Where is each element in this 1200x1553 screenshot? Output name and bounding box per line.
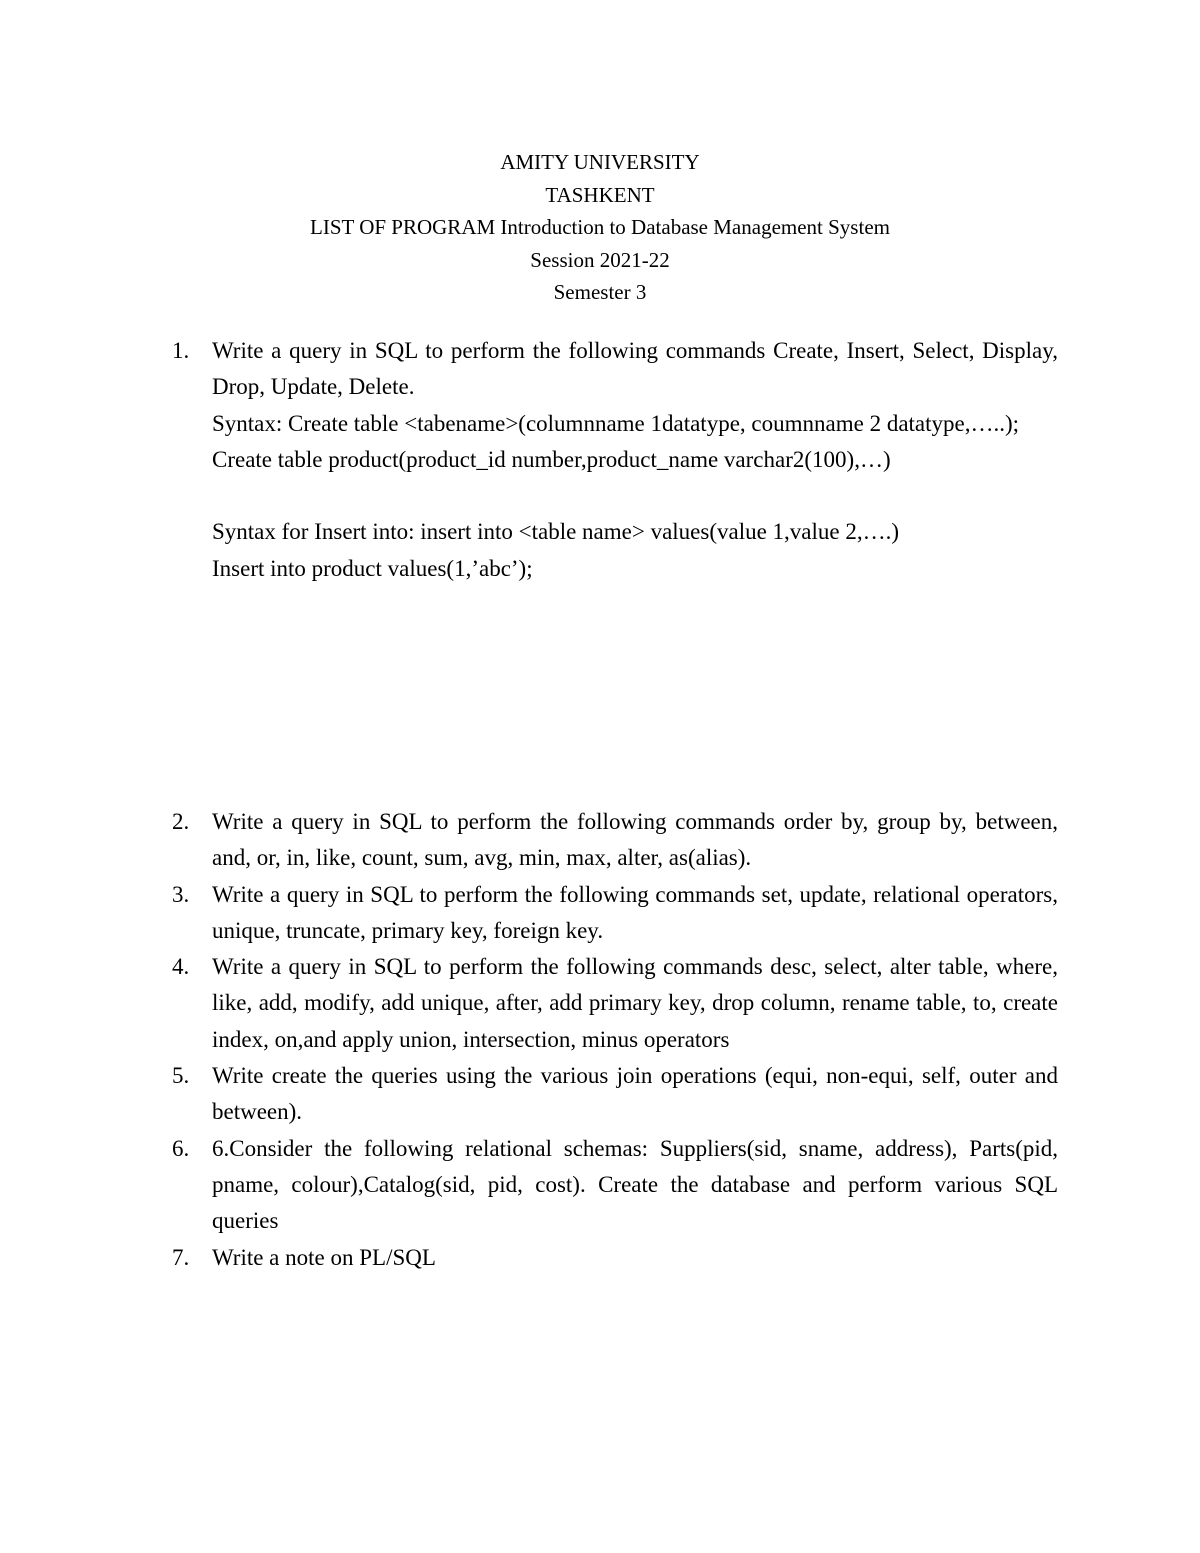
list-item-1 [172,333,1058,587]
list-item-text: Write create the queries using the various join operations (equi, non-equi, self, outer and between). [212,1063,1058,1125]
list-item-number: 2. [172,809,190,834]
program-list-part-2 [172,804,1058,1276]
semester-label: Semester 3 [553,280,647,304]
example-insert: Insert into product values(1,’abc’); [212,555,533,581]
list-item-number: 1. [172,338,190,363]
example-create: Create table product(product_id number,product_name varchar2(100),…) [212,446,891,472]
list-item-3 [172,877,1058,950]
list-item-text: Write a query in SQL to perform the following commands desc, select, alter table, where, like, add, modify, add unique, after, add primary key, drop column, rename table, to, create index, on,and apply union, intersection, minus operators [212,954,1058,1052]
list-item-number: 7. [172,1244,190,1270]
syntax-insert: Syntax for Insert into: insert into <table name> values(value 1,value 2,….) [212,519,900,545]
list-item-7 [172,1240,1058,1276]
list-item-number: 3. [172,881,190,907]
list-item-6 [172,1131,1058,1240]
university-name: AMITY UNIVERSITY [500,150,700,174]
list-item-4 [172,949,1058,1058]
list-item-text: 6.Consider the following relational schemas: Suppliers(sid, sname, address), Parts(pid, pname, colour),Catalog(sid, pid, cost). Create the database and perform various SQL queries [212,1135,1058,1234]
blank-line [212,478,1058,514]
list-item-2 [172,804,1058,877]
list-item-number: 4. [172,954,190,980]
list-item-5 [172,1058,1058,1131]
program-list-part-1 [172,333,1058,587]
list-item-text: Write a note on PL/SQL [212,1244,436,1270]
list-item-number: 5. [172,1063,190,1089]
list-item-text: Write a query in SQL to perform the following commands set, update, relational operators, unique, truncate, primary key, foreign key. [212,881,1058,943]
list-item-text: Write a query in SQL to perform the following commands order by, group by, between, and, or, in, like, count, sum, avg, min, max, alter, as(alias). [212,809,1058,871]
document-header [0,146,1200,309]
session-label: Session 2021-22 [530,247,670,272]
syntax-create: Syntax: Create table <tabename>(columnname 1datatype, coumnname 2 datatype,…..); [212,410,1020,436]
university-city: TASHKENT [545,182,655,207]
list-item-number: 6. [172,1135,190,1161]
program-title: LIST OF PROGRAM Introduction to Database Management System [310,215,890,239]
list-item-text: Write a query in SQL to perform the following commands Create, Insert, Select, Display, Drop, Update, Delete. [212,338,1058,400]
